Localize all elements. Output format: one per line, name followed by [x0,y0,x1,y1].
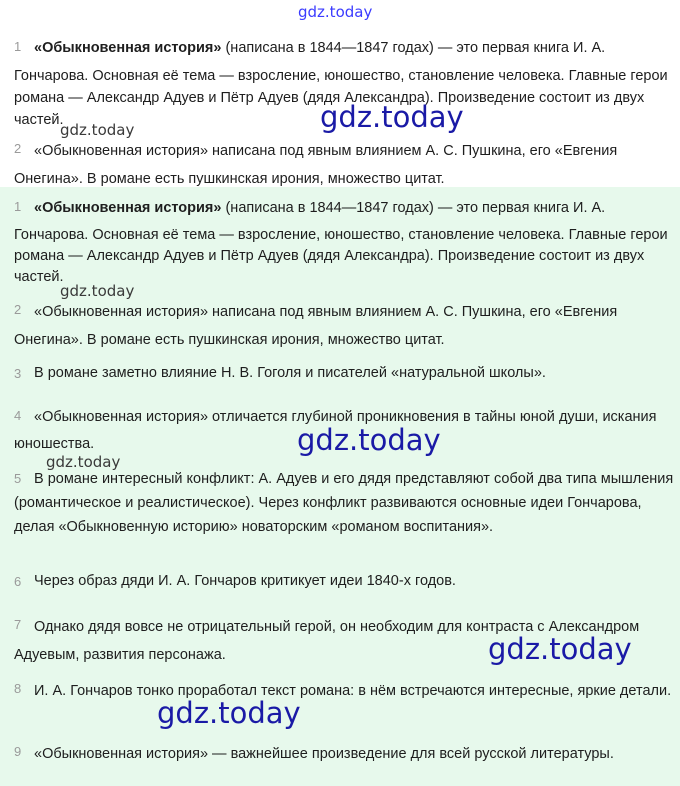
item-text: Через образ дяди И. А. Гончаров критикует идеи 1840-х годов. [34,573,456,589]
item-text: И. А. Гончаров тонко проработал текст романа: в нём встречаются интересные, яркие детали. [34,683,672,699]
watermark-small: gdz.today [60,282,135,300]
watermark-top: gdz.today [298,3,373,21]
watermark-large: gdz.today [297,423,441,457]
item-number: 3 [14,366,22,381]
item-number: 2 [14,141,22,156]
item-number: 7 [14,617,22,632]
item-text: «Обыкновенная история» написана под явным влиянием А. С. Пушкина, его «Евгения Онегина». В романе есть пушкинская ирония, множество цитат. [14,143,618,187]
item-number: 1 [14,199,22,214]
watermark-large: gdz.today [157,696,301,730]
item-number: 4 [14,408,22,423]
item-text: «Обыкновенная история» — важнейшее произведение для всей русской литературы. [34,746,614,762]
item-title: «Обыкновенная история» [34,200,222,216]
item-number: 6 [14,574,22,589]
item-title: «Обыкновенная история» [34,40,222,56]
item-text: В романе заметно влияние Н. В. Гоголя и писателей «натуральной школы». [34,365,546,381]
item-continuation: Гончарова. Основная её тема — взросление, юношество, становление человека. Главные герои романа — Александр Адуев и Пётр Адуев (дядя Александра). Произведение состоит из двух частей. [14,227,668,285]
watermark-large: gdz.today [320,100,464,134]
watermark-large: gdz.today [488,632,632,666]
item-continuation: Гончарова. Основная её тема — взросление, юношество, становление человека. Главные герои романа — Александр Адуев и Пётр Адуев (дядя Александра). Произведение состоит из двух частей. [14,68,668,128]
item-number: 5 [14,471,22,486]
item-number: 9 [14,744,22,759]
item-number: 1 [14,39,22,54]
item-text: «Обыкновенная история» отличается глубиной проникновения в тайны юной души, искания юношества. [14,409,657,452]
item-text: В романе интересный конфликт: А. Адуев и его дядя представляют собой два типа мышления (романтическое и реалистическое). Через конфликт развиваются основные идеи Гончарова, делая «Обыкновенную историю» новаторским «романом воспитания». [14,471,674,535]
item-text: Однако дядя вовсе не отрицательный герой, он необходим для контраста с Александром Адуевым, развития персонажа. [14,619,640,663]
item-number: 8 [14,681,22,696]
watermark-small: gdz.today [46,453,121,471]
watermark-small: gdz.today [60,121,135,139]
item-text: «Обыкновенная история» написана под явным влиянием А. С. Пушкина, его «Евгения Онегина». В романе есть пушкинская ирония, множество цитат. [14,304,618,348]
item-text: (написана в 1844—1847 годах) — это первая книга И. А. [221,40,606,56]
item-number: 2 [14,302,22,317]
item-text: (написана в 1844—1847 годах) — это первая книга И. А. [221,200,606,216]
